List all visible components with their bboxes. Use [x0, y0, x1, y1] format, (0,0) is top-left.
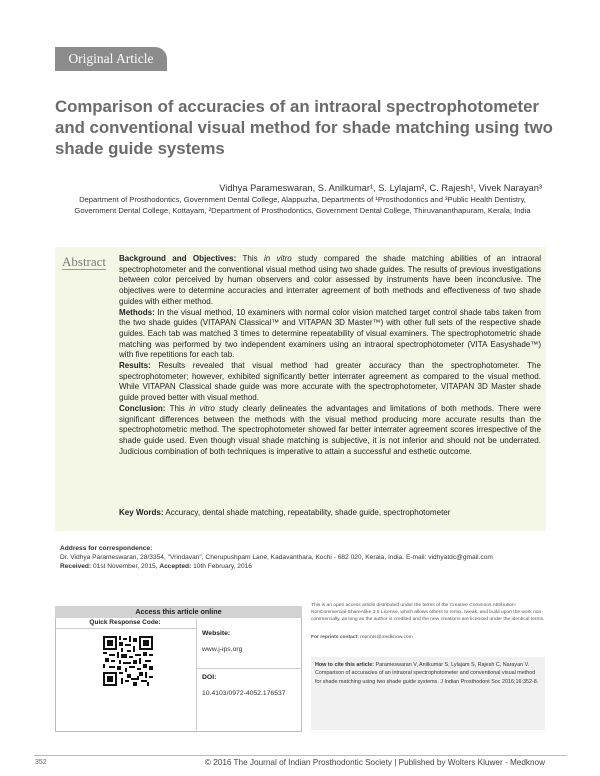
- article-type-tag: Original Article: [55, 47, 167, 71]
- authors: Vidhya Parameswaran, S. Anilkumar¹, S. Lylajam², C. Rajesh¹, Vivek Narayan³: [219, 183, 542, 193]
- correspondence-head: Address for correspondence:: [60, 545, 153, 552]
- abstract-methods: Methods: In the visual method, 10 examiners with normal color vision matched target control shade tabs taken from the two shade guides (VITAPAN Classical™ and VITAPAN 3D Master™) with other full sets of the respective shade guides. Each tab was matched 3 times to determine repeatability of visual examiners. The spectrophotometric shade matching was performed by two independent examiners using an intraoral spectrophotometer (VITA Easyshade™) with five repetitions for each tab.: [119, 307, 541, 360]
- abstract-conclusion: Conclusion: This in vitro study clearly delineates the advantages and limitations of both methods. There were significant differences between the methods with the visual method producing more accurate results than the spectrophotometric method. The spectrophotometer showed far better interrater agreement scores irrespective of the shade guide used. Even though visual shade matching is subjective, it is not inferior and should not be underrated. Judicious combination of both techniques is imperative to attain a successful and esthetic outcome.: [119, 403, 541, 456]
- access-box-heading: Access this article online: [55, 606, 302, 618]
- doi-link[interactable]: 10.4103/0972-4052.176537: [202, 690, 286, 697]
- reprints-contact: For reprints contact: reprints@medknow.com: [311, 635, 413, 640]
- abstract-label-underline: [62, 269, 106, 270]
- correspondence-text: Dr. Vidhya Parameswaran, 28/3354, "Vrindavan", Cherupushpam Lane, Kadavanthara, Kochi - 682 020, Kerala, India. E-mail: vidhyatdc@gmail.com: [60, 554, 493, 561]
- citation-text: How to cite this article: Parameswaran V, Anilkumar S, Lylajam S, Rajesh C, Narayan V. Comparison of accuracies of an intraoral spectrophotometer and conventional visual method for shade matching using two shade guide systems. J Indian Prosthodont Soc 2016;16:352-8.: [315, 662, 539, 685]
- access-box-divider: [196, 619, 197, 730]
- qr-code-label: Quick Response Code:: [89, 619, 161, 626]
- access-box-divider: [55, 628, 196, 629]
- license-text: This is an open access article distributed under the terms of the Creative Commons Attribution-NonCommercial-ShareAlike 3.0 License, which allows others to remix, tweak, and build upon the work non-commercially, as long as the author is credited and the new creations are licensed under the identical terms.: [311, 603, 545, 623]
- correspondence: [60, 544, 545, 571]
- website-link[interactable]: www.j-ips.org: [202, 646, 243, 653]
- access-box-divider: [196, 668, 302, 669]
- doi-label: DOI:: [202, 674, 217, 681]
- abstract-results: Results: Results revealed that visual method had greater accuracy than the spectrophotometer. The spectrophotometer; however, exhibited significantly better interrater agreement as compared to the visual method. While VITAPAN Classical shade guide was more accurate with the spectrophotometer, VITAPAN 3D Master shade guide proved better with visual method.: [119, 361, 541, 403]
- abstract-background: Background and Objectives: This in vitro study compared the shade matching abilities of an intraoral spectrophotometer and the conventional visual method using two shade guides. The results of previous investigations between color perceived by human observers and color assessed by instruments have been inconclusive. The objectives were to determine accuracies and interrater agreement of both methods and effectiveness of two shade guides with either method.: [119, 254, 542, 306]
- received-accepted: Received: 01st November, 2015, Accepted: 10th February, 2016: [60, 563, 252, 570]
- journal-footer: © 2016 The Journal of Indian Prosthodontic Society | Published by Wolters Kluwer - Medknow: [204, 758, 545, 767]
- article-title: Comparison of accuracies of an intraoral spectrophotometer and conventional visual method for shade matching using two shade guide systems: [55, 97, 553, 158]
- website-label: Website:: [202, 630, 231, 637]
- footer-divider: [34, 755, 567, 756]
- reprints-email[interactable]: reprints@medknow.com: [358, 635, 413, 640]
- page-number: 352: [35, 759, 47, 766]
- qr-code-icon[interactable]: [103, 636, 153, 691]
- keywords: Key Words: Accuracy, dental shade matching, repeatability, shade guide, spectrophotometer: [119, 508, 451, 517]
- abstract-label: Abstract: [62, 254, 107, 269]
- abstract-text: [119, 254, 541, 457]
- affiliations: Department of Prosthodontics, Government Dental College, Alappuzha, Departments of ¹Prosthodontics and ³Public Health Dentistry, Government Dental College, Kottayam, ²Department of Prosthodontics, Government Dental College, Thiruvananthapuram, Kerala, India: [74, 195, 531, 215]
